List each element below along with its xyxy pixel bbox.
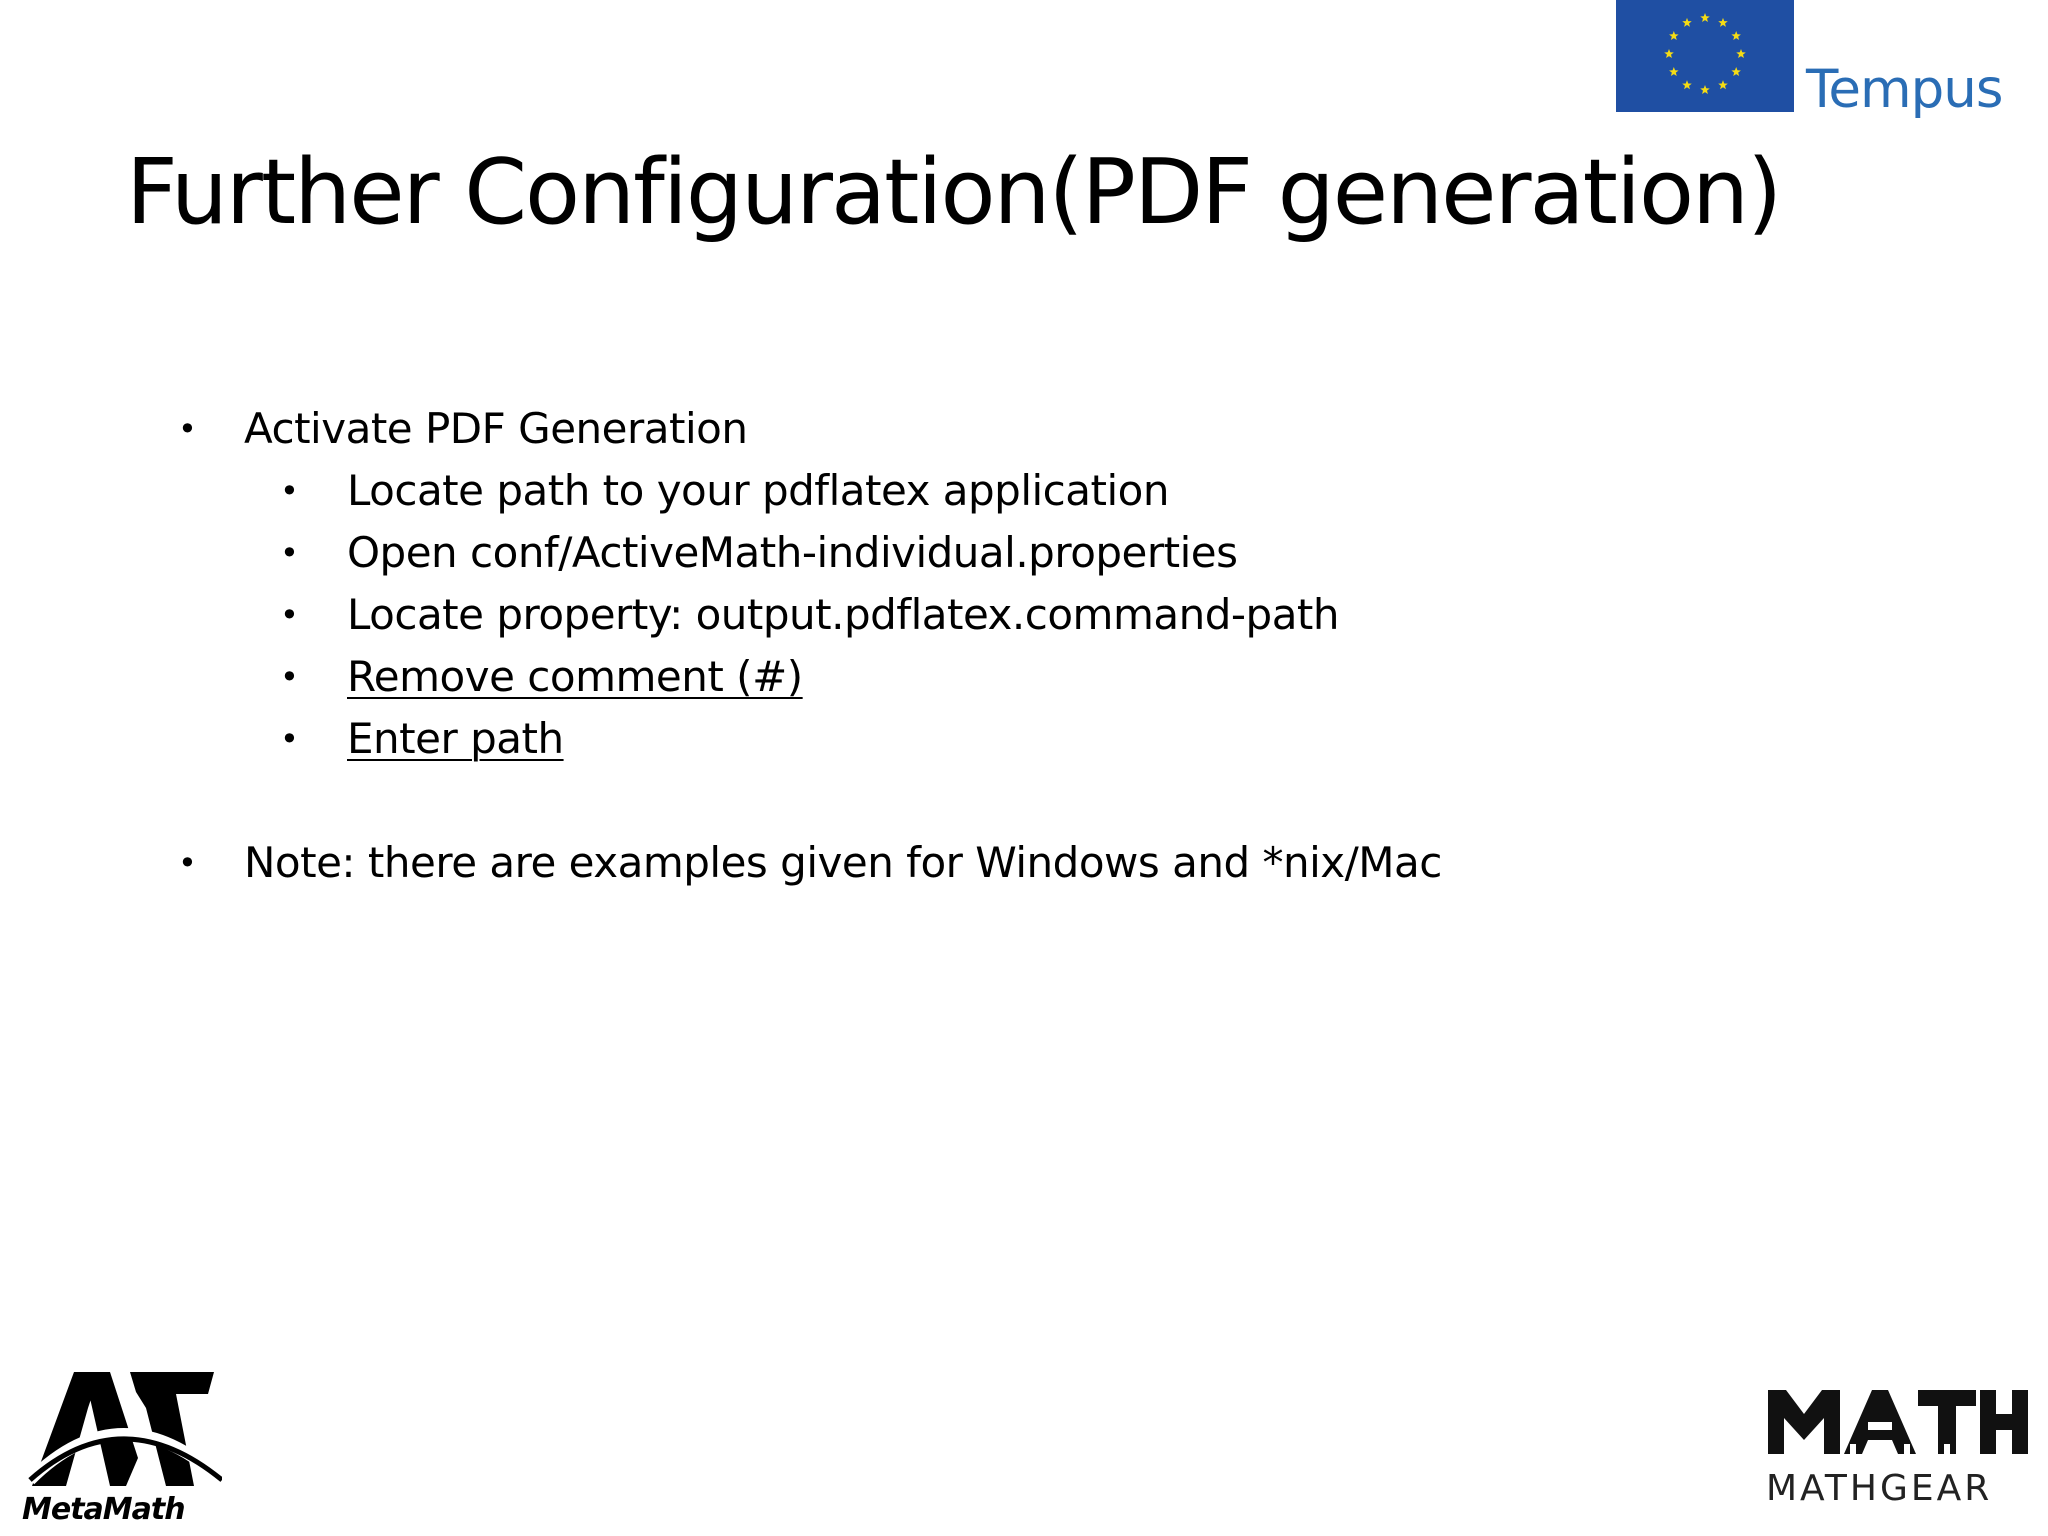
sub-bullet-item — [176, 584, 1876, 646]
bullet-icon: • — [280, 534, 299, 572]
sub-bullet-item — [176, 460, 1876, 522]
metamath-logo — [20, 1368, 230, 1528]
bullet-text: Note: there are examples given for Windows and *nix/Mac — [244, 838, 1442, 887]
sub-bullet-text: Open conf/ActiveMath-individual.properties — [347, 528, 1238, 577]
tempus-logo — [1616, 0, 2026, 122]
bullet-text: Activate PDF Generation — [244, 404, 748, 453]
sub-bullet-text: Locate path to your pdflatex application — [347, 466, 1169, 515]
sub-bullet-text-underlined: Enter path — [347, 714, 564, 763]
bullet-item — [176, 398, 1876, 460]
sub-bullet-text-underlined: Remove comment (#) — [347, 652, 803, 701]
eu-flag-icon — [1616, 0, 1794, 112]
metamath-emblem-icon — [26, 1368, 222, 1492]
mathgear-logo — [1760, 1384, 2040, 1524]
sub-bullet-text: Locate property: output.pdflatex.command-path — [347, 590, 1340, 639]
spacer — [176, 770, 1876, 832]
bullet-icon: • — [178, 410, 197, 448]
bullet-icon: • — [280, 720, 299, 758]
slide-title: Further Configuration(PDF generation) — [126, 140, 1781, 245]
mathgear-logo-text: MATHGEAR — [1766, 1468, 1993, 1509]
bullet-icon: • — [178, 844, 197, 882]
metamath-logo-text: MetaMath — [22, 1492, 185, 1527]
sub-bullet-item — [176, 646, 1876, 708]
mathgear-emblem-icon — [1768, 1384, 2030, 1460]
sub-bullet-item — [176, 708, 1876, 770]
bullet-icon: • — [280, 596, 299, 634]
tempus-logo-text: Tempus — [1806, 59, 2003, 120]
bullet-icon: • — [280, 472, 299, 510]
bullet-list — [176, 398, 1876, 894]
sub-bullet-item — [176, 522, 1876, 584]
slide-content — [176, 398, 1876, 894]
bullet-item — [176, 832, 1876, 894]
bullet-icon: • — [280, 658, 299, 696]
